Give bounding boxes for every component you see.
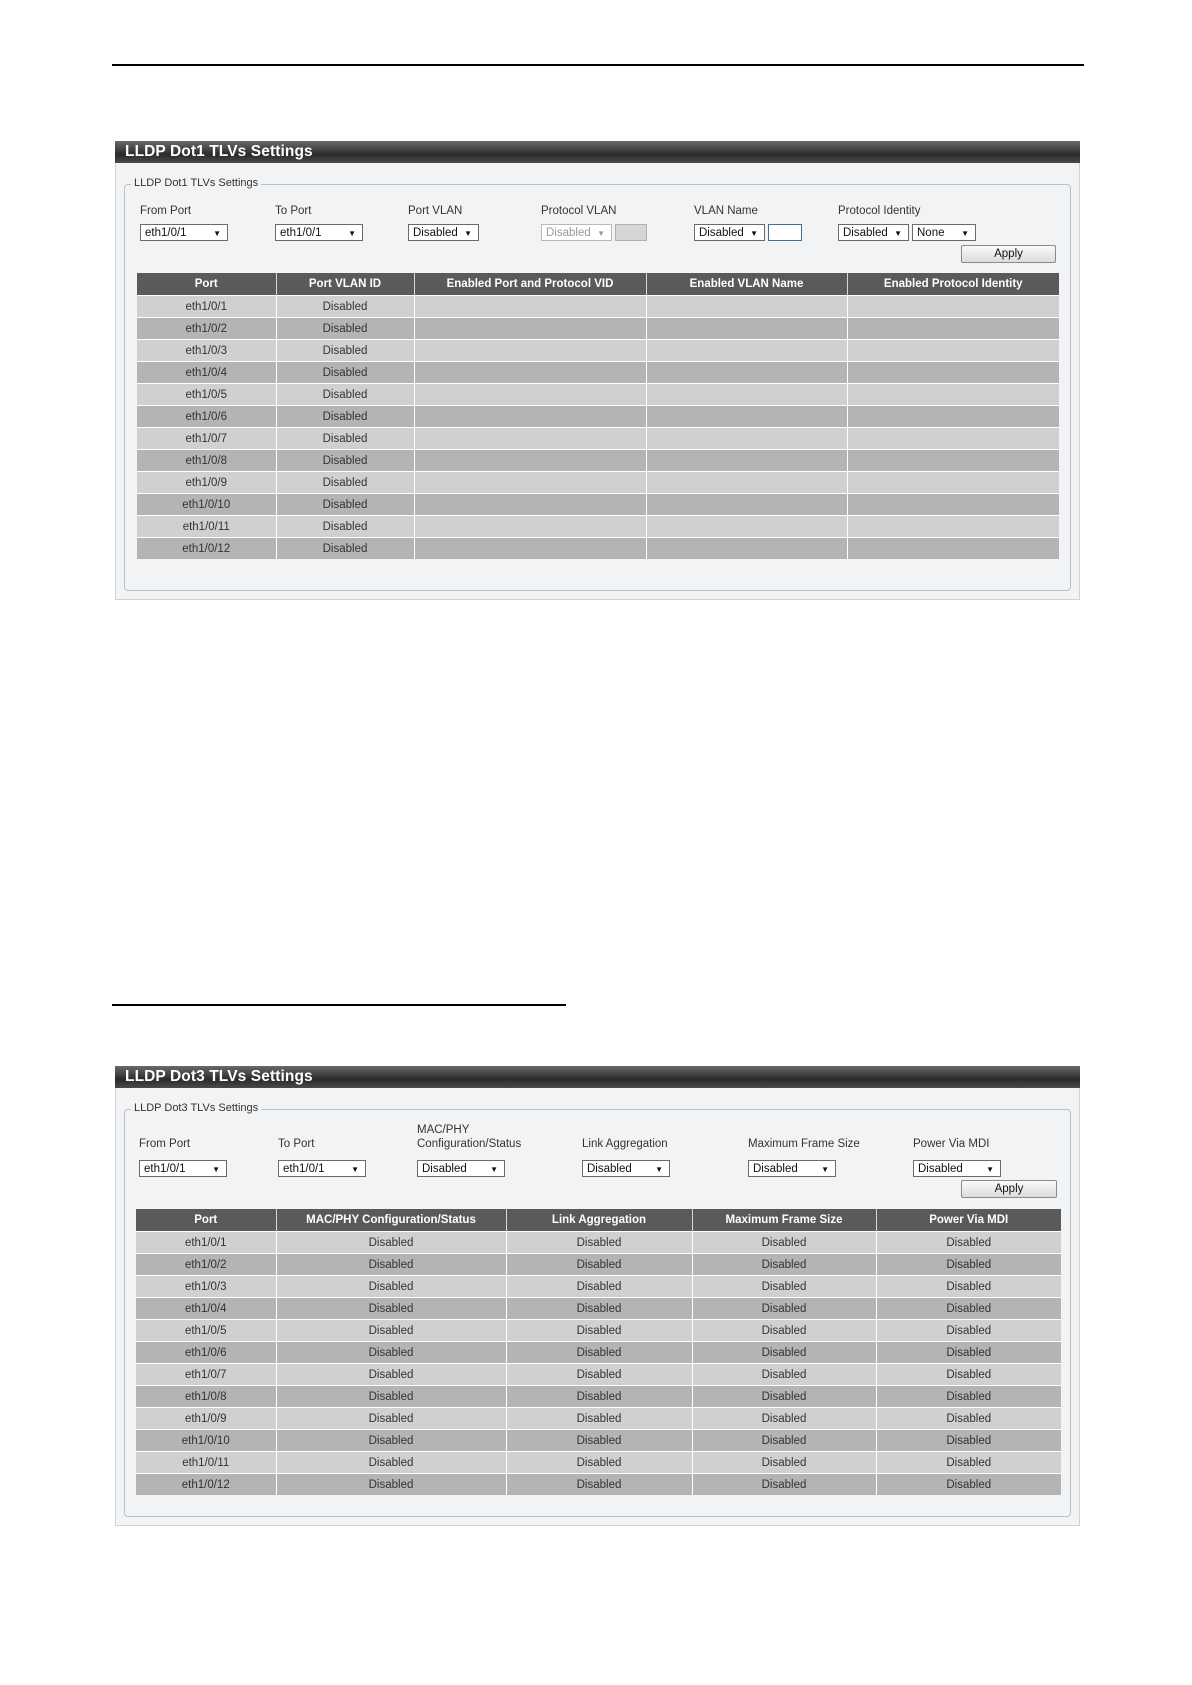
dot1-to-port-value: eth1/0/1	[280, 227, 322, 239]
dot1-table-cell	[646, 362, 847, 384]
dot3-table-cell: Disabled	[876, 1320, 1061, 1342]
dot1-vlan-name-label: VLAN Name	[694, 205, 758, 217]
chevron-down-icon: ▼	[961, 229, 969, 238]
dot3-table-cell: Disabled	[276, 1430, 506, 1452]
dot3-table-cell: Disabled	[276, 1320, 506, 1342]
dot3-table-cell: Disabled	[506, 1298, 692, 1320]
table-row	[136, 1408, 1061, 1430]
dot1-column-header: Port	[137, 273, 276, 296]
dot3-table-cell: Disabled	[506, 1430, 692, 1452]
dot1-table-cell	[847, 362, 1059, 384]
dot3-table-cell: Disabled	[276, 1452, 506, 1474]
dot1-table-cell: eth1/0/11	[137, 516, 276, 538]
chevron-down-icon: ▼	[821, 1165, 829, 1174]
dot3-table-cell: Disabled	[276, 1276, 506, 1298]
dot3-max-frame-size-label: Maximum Frame Size	[748, 1138, 860, 1150]
dot1-table-cell: Disabled	[276, 428, 414, 450]
chevron-down-icon: ▼	[490, 1165, 498, 1174]
chevron-down-icon: ▼	[655, 1165, 663, 1174]
dot3-mac-phy-label-line2: Configuration/Status	[417, 1138, 522, 1150]
dot3-table-cell: Disabled	[692, 1254, 876, 1276]
dot1-table-cell	[847, 384, 1059, 406]
dot1-vlan-name-select[interactable]	[694, 224, 765, 241]
page-top-rule	[112, 64, 1084, 66]
dot1-fieldset	[124, 177, 1071, 591]
dot3-table-cell: Disabled	[692, 1276, 876, 1298]
dot1-table-cell: Disabled	[276, 296, 414, 318]
dot3-table-cell: Disabled	[692, 1474, 876, 1496]
dot3-column-header: MAC/PHY Configuration/Status	[276, 1209, 506, 1232]
table-row	[136, 1232, 1061, 1254]
dot1-port-vlan-value: Disabled	[413, 227, 458, 239]
dot3-fieldset-legend: LLDP Dot3 TLVs Settings	[131, 1102, 261, 1114]
table-row	[137, 494, 1059, 516]
dot3-link-aggregation-value: Disabled	[587, 1163, 632, 1175]
dot1-table-cell: eth1/0/8	[137, 450, 276, 472]
table-row	[137, 406, 1059, 428]
dot3-table-cell: Disabled	[692, 1364, 876, 1386]
dot3-table-cell: Disabled	[876, 1408, 1061, 1430]
dot1-protocol-vlan-label: Protocol VLAN	[541, 205, 617, 217]
dot1-table-cell	[414, 384, 646, 406]
dot1-table-cell	[646, 428, 847, 450]
dot3-table-cell: Disabled	[692, 1452, 876, 1474]
table-row	[137, 362, 1059, 384]
dot1-table-cell: Disabled	[276, 450, 414, 472]
dot1-table-cell	[646, 296, 847, 318]
dot1-table-cell: Disabled	[276, 406, 414, 428]
dot1-table-cell	[414, 406, 646, 428]
dot1-table-cell	[847, 494, 1059, 516]
dot1-table-cell	[414, 340, 646, 362]
dot3-panel	[115, 1066, 1080, 1526]
dot1-column-header: Enabled Protocol Identity	[847, 273, 1059, 296]
dot3-table-cell: eth1/0/3	[136, 1276, 276, 1298]
dot1-table-cell	[414, 472, 646, 494]
dot3-column-header: Port	[136, 1209, 276, 1232]
dot1-table-cell	[847, 406, 1059, 428]
dot3-table-cell: Disabled	[692, 1320, 876, 1342]
dot3-table-cell: Disabled	[506, 1342, 692, 1364]
dot1-table-cell	[847, 296, 1059, 318]
dot1-to-port-select[interactable]	[275, 224, 363, 241]
dot3-mac-phy-select[interactable]	[417, 1160, 505, 1177]
dot3-from-port-select[interactable]	[139, 1160, 227, 1177]
dot1-table-cell	[646, 494, 847, 516]
dot3-link-aggregation-label: Link Aggregation	[582, 1138, 668, 1150]
dot1-table-cell	[646, 384, 847, 406]
dot1-table-cell	[646, 318, 847, 340]
dot1-vlan-name-value: Disabled	[699, 227, 744, 239]
dot3-table-cell: Disabled	[506, 1232, 692, 1254]
dot3-column-header: Maximum Frame Size	[692, 1209, 876, 1232]
chevron-down-icon: ▼	[464, 229, 472, 238]
dot3-table-cell: Disabled	[506, 1254, 692, 1276]
dot3-table-cell: Disabled	[506, 1276, 692, 1298]
dot1-protocol-identity-value: Disabled	[843, 227, 888, 239]
dot1-protocol-identity-type-value: None	[917, 227, 945, 239]
section-divider-rule	[112, 1004, 566, 1006]
dot3-table-cell: Disabled	[276, 1474, 506, 1496]
chevron-down-icon: ▼	[750, 229, 758, 238]
dot3-to-port-label: To Port	[278, 1138, 315, 1150]
dot1-table-cell	[414, 428, 646, 450]
dot1-table-cell: Disabled	[276, 538, 414, 560]
dot3-table-cell: Disabled	[692, 1298, 876, 1320]
dot1-column-header: Enabled Port and Protocol VID	[414, 273, 646, 296]
dot1-port-vlan-select[interactable]	[408, 224, 479, 241]
table-row	[137, 516, 1059, 538]
dot1-apply-button[interactable]: Apply	[961, 245, 1056, 263]
table-row	[137, 428, 1059, 450]
dot1-table-cell: eth1/0/9	[137, 472, 276, 494]
dot3-table-cell: Disabled	[876, 1342, 1061, 1364]
chevron-down-icon: ▼	[351, 1165, 359, 1174]
dot1-table-cell	[847, 472, 1059, 494]
dot1-table-cell: Disabled	[276, 362, 414, 384]
dot3-table-cell: eth1/0/1	[136, 1232, 276, 1254]
dot1-protocol-vlan-id-input[interactable]	[615, 224, 647, 241]
dot1-table-cell	[414, 450, 646, 472]
dot1-fieldset-legend: LLDP Dot1 TLVs Settings	[131, 177, 261, 189]
dot3-table-cell: Disabled	[276, 1364, 506, 1386]
dot3-table-cell: Disabled	[876, 1254, 1061, 1276]
chevron-down-icon: ▼	[894, 229, 902, 238]
dot1-table-cell: Disabled	[276, 494, 414, 516]
dot1-table-cell	[414, 538, 646, 560]
dot3-column-header: Power Via MDI	[876, 1209, 1061, 1232]
dot1-table-cell: Disabled	[276, 472, 414, 494]
dot3-panel-body	[115, 1088, 1080, 1526]
dot3-table-cell: eth1/0/8	[136, 1386, 276, 1408]
table-row	[136, 1474, 1061, 1496]
dot3-mac-phy-value: Disabled	[422, 1163, 467, 1175]
dot1-vlan-name-input[interactable]	[768, 224, 802, 241]
dot3-table-cell: Disabled	[276, 1408, 506, 1430]
dot3-table-cell: Disabled	[506, 1320, 692, 1342]
dot3-max-frame-size-value: Disabled	[753, 1163, 798, 1175]
dot1-table-cell	[646, 406, 847, 428]
table-row	[137, 472, 1059, 494]
dot1-table-cell: Disabled	[276, 340, 414, 362]
dot1-table-cell	[646, 538, 847, 560]
dot1-table-cell: eth1/0/4	[137, 362, 276, 384]
table-row	[136, 1298, 1061, 1320]
dot1-table-cell: eth1/0/10	[137, 494, 276, 516]
dot3-table-cell: eth1/0/10	[136, 1430, 276, 1452]
dot3-table-cell: eth1/0/2	[136, 1254, 276, 1276]
dot1-table-cell: eth1/0/5	[137, 384, 276, 406]
dot3-table-cell: Disabled	[506, 1364, 692, 1386]
dot1-panel	[115, 141, 1080, 600]
dot3-power-via-mdi-label: Power Via MDI	[913, 1138, 990, 1150]
dot3-table-cell: Disabled	[276, 1254, 506, 1276]
dot1-table-cell: Disabled	[276, 384, 414, 406]
dot3-table-cell: eth1/0/9	[136, 1408, 276, 1430]
dot1-table-cell: eth1/0/3	[137, 340, 276, 362]
dot3-mac-phy-label-line1: MAC/PHY	[417, 1124, 470, 1136]
dot3-panel-title: LLDP Dot3 TLVs Settings	[115, 1066, 1080, 1088]
dot3-table-cell: Disabled	[876, 1232, 1061, 1254]
dot1-protocol-identity-select[interactable]	[838, 224, 909, 241]
dot1-table-cell	[847, 516, 1059, 538]
dot3-table-cell: Disabled	[876, 1298, 1061, 1320]
dot3-from-port-value: eth1/0/1	[144, 1163, 186, 1175]
dot3-column-header: Link Aggregation	[506, 1209, 692, 1232]
dot1-table-cell: Disabled	[276, 318, 414, 340]
dot1-table-cell	[646, 472, 847, 494]
dot1-table-cell: eth1/0/6	[137, 406, 276, 428]
dot3-table-cell: Disabled	[876, 1386, 1061, 1408]
dot3-table-cell: Disabled	[276, 1342, 506, 1364]
dot1-table	[137, 273, 1059, 559]
dot1-table-cell	[414, 516, 646, 538]
chevron-down-icon: ▼	[348, 229, 356, 238]
dot1-protocol-vlan-select[interactable]	[541, 224, 612, 241]
table-row	[137, 450, 1059, 472]
dot3-table-cell: Disabled	[276, 1298, 506, 1320]
dot3-table-cell: eth1/0/11	[136, 1452, 276, 1474]
dot3-table-cell: Disabled	[692, 1430, 876, 1452]
dot3-table-cell: Disabled	[692, 1232, 876, 1254]
dot1-port-vlan-label: Port VLAN	[408, 205, 463, 217]
dot3-table-cell: Disabled	[876, 1276, 1061, 1298]
dot3-table-cell: Disabled	[506, 1386, 692, 1408]
dot3-table-cell: eth1/0/6	[136, 1342, 276, 1364]
dot1-panel-title: LLDP Dot1 TLVs Settings	[115, 141, 1080, 163]
dot1-from-port-label: From Port	[140, 205, 192, 217]
dot1-table-cell	[847, 450, 1059, 472]
dot1-to-port-label: To Port	[275, 205, 312, 217]
dot3-table-cell: Disabled	[876, 1452, 1061, 1474]
dot3-power-via-mdi-select[interactable]	[913, 1160, 1001, 1177]
dot3-power-via-mdi-value: Disabled	[918, 1163, 963, 1175]
dot1-protocol-identity-label: Protocol Identity	[838, 205, 921, 217]
dot3-table-cell: eth1/0/4	[136, 1298, 276, 1320]
chevron-down-icon: ▼	[213, 229, 221, 238]
dot3-table-cell: eth1/0/7	[136, 1364, 276, 1386]
dot1-table-cell	[847, 428, 1059, 450]
dot1-table-cell	[646, 340, 847, 362]
dot1-table-cell	[847, 340, 1059, 362]
dot1-table-cell	[847, 538, 1059, 560]
dot1-table-cell: eth1/0/7	[137, 428, 276, 450]
table-row	[136, 1430, 1061, 1452]
dot1-table-cell	[847, 318, 1059, 340]
table-row	[136, 1452, 1061, 1474]
table-row	[136, 1342, 1061, 1364]
dot3-fieldset	[124, 1102, 1071, 1517]
table-row	[136, 1364, 1061, 1386]
dot1-table-cell: eth1/0/12	[137, 538, 276, 560]
dot3-max-frame-size-select[interactable]	[748, 1160, 836, 1177]
chevron-down-icon: ▼	[597, 229, 605, 238]
table-row	[136, 1276, 1061, 1298]
dot3-table-cell: Disabled	[692, 1386, 876, 1408]
dot3-table-cell: Disabled	[276, 1386, 506, 1408]
dot3-table-cell: eth1/0/12	[136, 1474, 276, 1496]
dot3-table-cell: Disabled	[692, 1342, 876, 1364]
table-row	[137, 384, 1059, 406]
table-row	[137, 296, 1059, 318]
dot3-from-port-label: From Port	[139, 1138, 191, 1150]
chevron-down-icon: ▼	[212, 1165, 220, 1174]
dot1-table-cell: eth1/0/1	[137, 296, 276, 318]
dot3-apply-button[interactable]: Apply	[961, 1180, 1057, 1198]
dot1-column-header: Port VLAN ID	[276, 273, 414, 296]
dot1-from-port-select[interactable]	[140, 224, 228, 241]
dot1-column-header: Enabled VLAN Name	[646, 273, 847, 296]
dot3-table	[136, 1209, 1061, 1495]
table-row	[136, 1320, 1061, 1342]
dot1-table-cell	[414, 362, 646, 384]
dot1-table-cell	[646, 450, 847, 472]
dot3-to-port-select[interactable]	[278, 1160, 366, 1177]
table-row	[136, 1386, 1061, 1408]
dot1-protocol-vlan-value: Disabled	[546, 227, 591, 239]
dot3-table-cell: Disabled	[276, 1232, 506, 1254]
dot1-panel-body	[115, 163, 1080, 600]
dot3-to-port-value: eth1/0/1	[283, 1163, 325, 1175]
dot3-table-cell: eth1/0/5	[136, 1320, 276, 1342]
table-row	[137, 340, 1059, 362]
table-row	[137, 318, 1059, 340]
dot3-table-cell: Disabled	[506, 1408, 692, 1430]
table-row	[136, 1254, 1061, 1276]
dot1-from-port-value: eth1/0/1	[145, 227, 187, 239]
dot3-table-cell: Disabled	[506, 1452, 692, 1474]
dot1-table-cell	[414, 494, 646, 516]
dot3-table-cell: Disabled	[692, 1408, 876, 1430]
dot1-table-cell	[646, 516, 847, 538]
dot3-table-cell: Disabled	[506, 1474, 692, 1496]
dot1-table-cell: Disabled	[276, 516, 414, 538]
dot3-link-aggregation-select[interactable]	[582, 1160, 670, 1177]
dot3-table-cell: Disabled	[876, 1430, 1061, 1452]
dot3-table-cell: Disabled	[876, 1364, 1061, 1386]
dot3-table-cell: Disabled	[876, 1474, 1061, 1496]
chevron-down-icon: ▼	[986, 1165, 994, 1174]
dot1-protocol-identity-type-select[interactable]	[912, 224, 976, 241]
dot1-table-cell	[414, 318, 646, 340]
dot1-table-cell	[414, 296, 646, 318]
dot1-table-cell: eth1/0/2	[137, 318, 276, 340]
table-row	[137, 538, 1059, 560]
